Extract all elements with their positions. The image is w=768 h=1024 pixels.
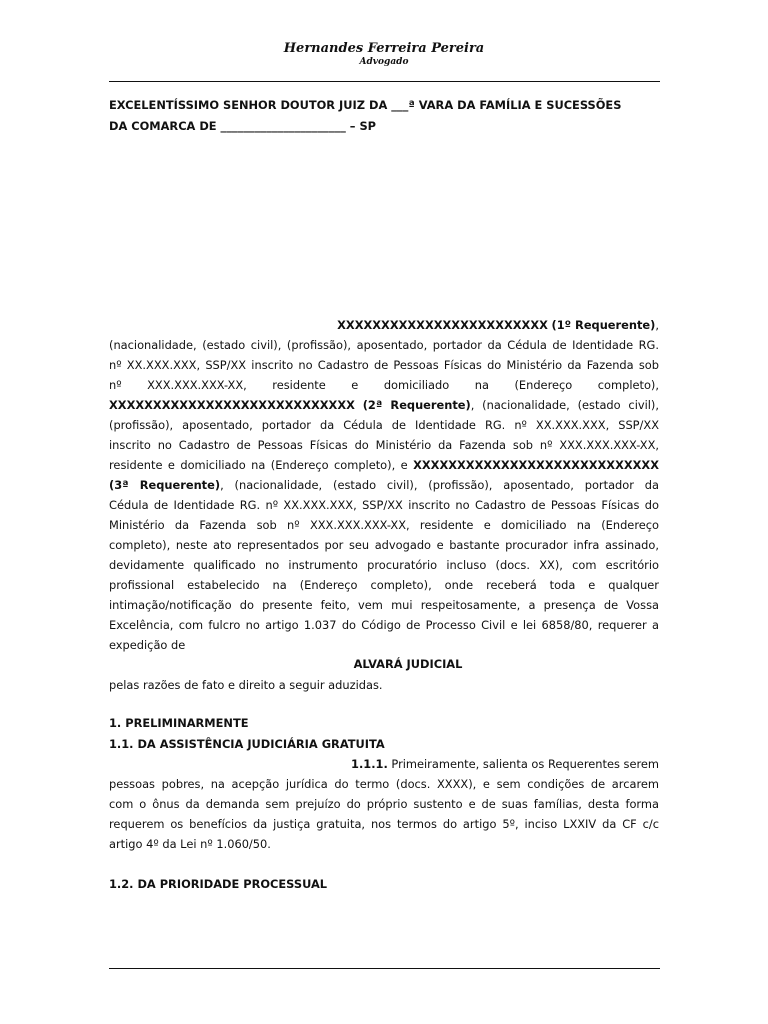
first-requerente-label: (1º Requerente) [551,318,656,332]
para-1-1-1-line-3: com o ônus da demanda sem prejuízo do próprio sustento e de suas famílias, desta forma [109,797,659,811]
section-1-2-heading: 1.2. DA PRIORIDADE PROCESSUAL [109,877,328,891]
intro-line-16: Excelência, com fulcro no artigo 1.037 do Código de Processo Civil e lei 6858/80, requerer a [109,618,659,632]
intro-line-2: (nacionalidade, (estado civil), (profissão), aposentado, portador da Cédula de Identidade RG. [109,338,659,352]
first-requerente-name: XXXXXXXXXXXXXXXXXXXXXXXX [337,318,548,332]
second-requerente-name: XXXXXXXXXXXXXXXXXXXXXXXXXXXX [109,398,355,412]
intro-line-13: devidamente qualificado no instrumento procuratório incluso (docs. XX), com escritório [109,558,659,572]
para-1-1-1-line-4: requerem os benefícios da justiça gratuita, nos termos do artigo 5º, inciso LXXIV da CF c/c [109,817,659,831]
intro-line-6: (profissão), aposentado, portador da Cédula de Identidade RG. nº XX.XXX.XXX, SSP/XX [109,418,659,432]
intro-line-12: completo), neste ato representados por seu advogado e bastante procurador infra assinado, [109,538,659,552]
intro-line-9-rest: , (nacionalidade, (estado civil), (profissão), aposentado, portador da [220,478,659,492]
header-rule [109,81,660,82]
intro-line-1: XXXXXXXXXXXXXXXXXXXXXXXX (1º Requerente), [337,318,659,332]
intro-line-5 [109,398,659,412]
lawyer-role: Advogado [359,57,409,67]
para-1-1-1-line-5: artigo 4º da Lei nº 1.060/50. [109,837,271,851]
reasons-line: pelas razões de fato e direito a seguir aduzidas. [109,678,383,692]
intro-line-8-start: residente e domiciliado na (Endereço completo), e [109,458,414,472]
alvara-title: ALVARÁ JUDICIAL [353,657,463,671]
para-1-1-1-line-1 [109,757,659,771]
intro-line-9 [109,478,659,492]
second-requerente-label: (2ª Requerente) [362,398,471,412]
footer-rule [109,968,660,969]
intro-line-7: inscrito no Cadastro de Pessoas Físicas do Ministério da Fazenda sob nº XXX.XXX.XXX-XX, [109,438,659,452]
para-1-1-1-line-1-rest: Primeiramente, salienta os Requerentes serem [387,757,659,771]
para-1-1-1-number: 1.1.1. [351,757,388,771]
intro-line-14: profissional estabelecido na (Endereço completo), onde receberá toda e qualquer [109,578,659,592]
section-1-1-heading: 1.1. DA ASSISTÊNCIA JUDICIÁRIA GRATUITA [109,737,385,751]
intro-line-11: Ministério da Fazenda sob nº XXX.XXX.XXX-XX, residente e domiciliado na (Endereço [109,518,659,532]
address-line-1: EXCELENTÍSSIMO SENHOR DOUTOR JUIZ DA ___ª VARA DA FAMÍLIA E SUCESSÕES [109,98,622,112]
third-requerente-label: (3ª Requerente) [109,478,221,492]
intro-line-15: intimação/notificação do presente feito, vem mui respeitosamente, a presença de Vossa [109,598,659,612]
intro-line-8 [109,458,659,472]
third-requerente-name: XXXXXXXXXXXXXXXXXXXXXXXXXXXX [413,458,659,472]
intro-line-4: nº XXX.XXX.XXX-XX, residente e domiciliado na (Endereço completo), [109,378,659,392]
para-1-1-1-line-2: pessoas pobres, na acepção jurídica do termo (docs. XXXX), e sem condições de arcarem [109,777,659,791]
intro-line-17: expedição de [109,638,186,652]
lawyer-name: Hernandes Ferreira Pereira [283,41,485,56]
intro-line-10: Cédula de Identidade RG. nº XX.XXX.XXX, SSP/XX inscrito no Cadastro de Pessoas Físicas do [109,498,659,512]
intro-line-3: nº XX.XXX.XXX, SSP/XX inscrito no Cadastro de Pessoas Físicas do Ministério da Fazenda sob [109,358,659,372]
intro-line-5-rest: , (nacionalidade, (estado civil), [470,398,659,412]
section-1-heading: 1. PRELIMINARMENTE [109,716,249,730]
address-line-2: DA COMARCA DE ______________________ – SP [109,119,377,133]
